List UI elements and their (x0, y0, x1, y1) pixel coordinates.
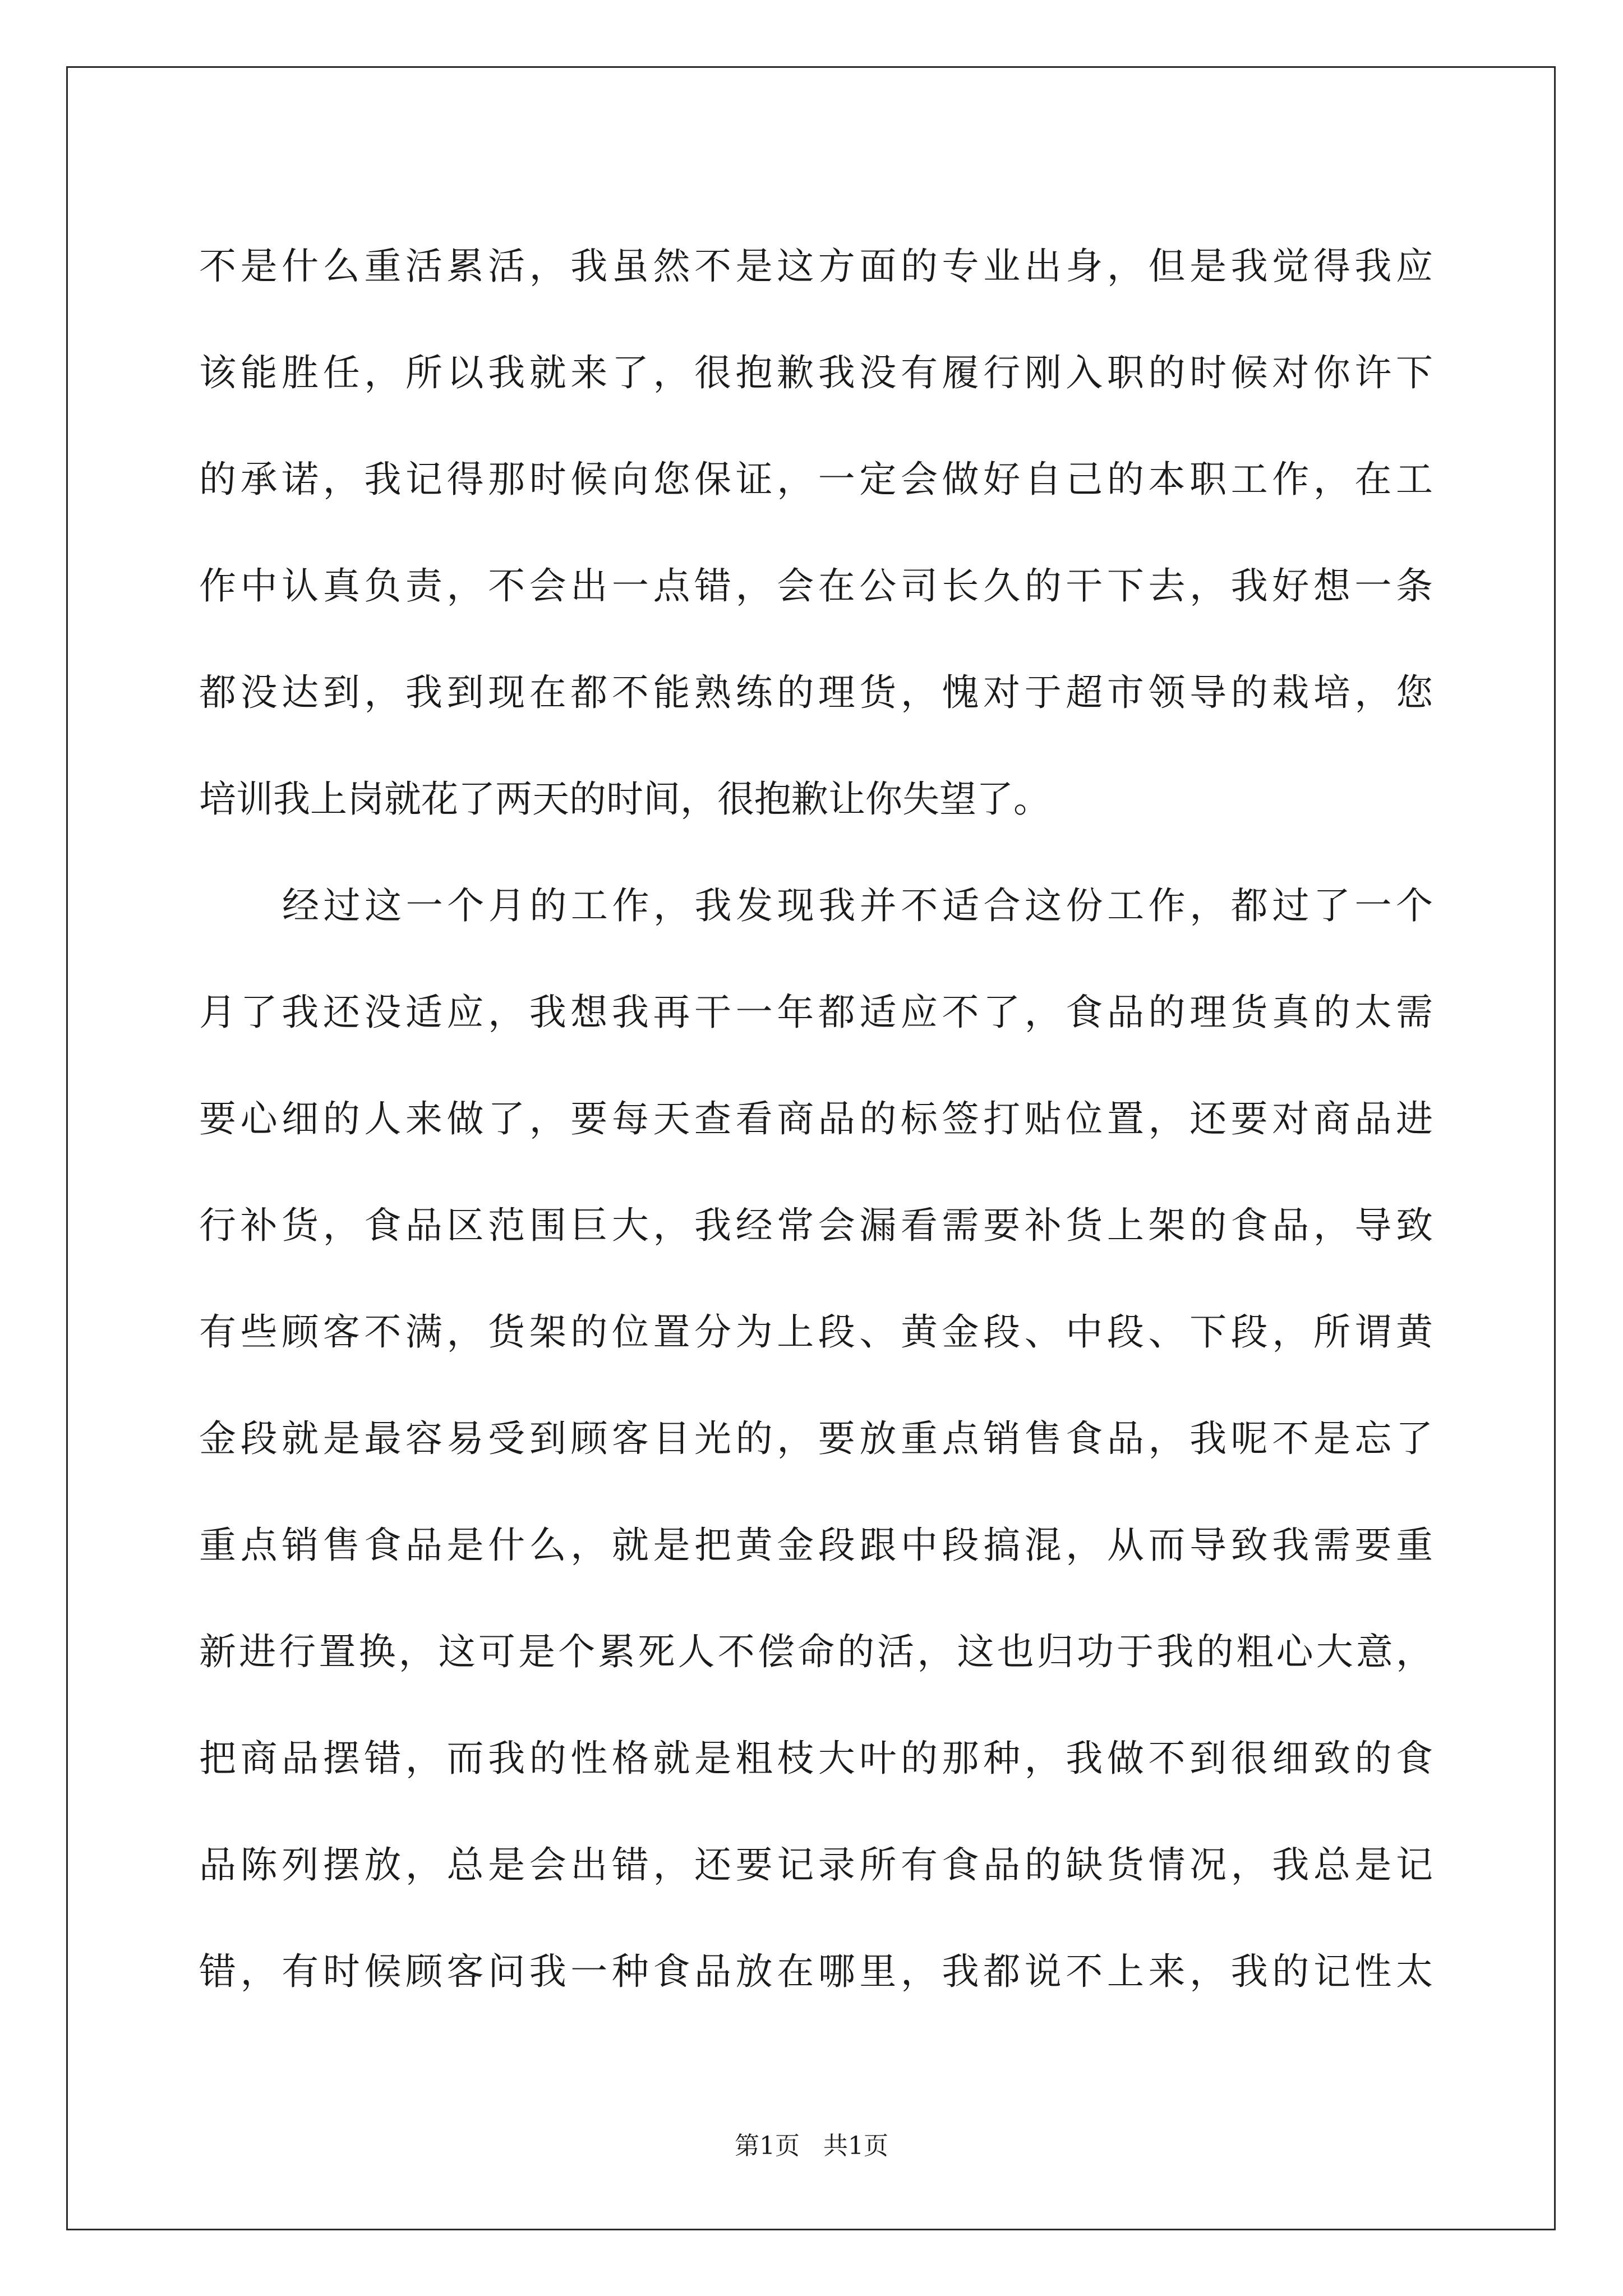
paragraph-start-line: 经过这一个月的工作，我发现我并不适合这份工作，都过了一个 (282, 884, 1433, 927)
page-total: 共1页 (823, 2132, 888, 2160)
text-line: 有些顾客不满，货架的位置分为上段、黄金段、中段、下段，所谓黄 (199, 1310, 1433, 1354)
text-line: 作中认真负责，不会出一点错，会在公司长久的干下去，我好想一条 (199, 564, 1433, 608)
text-line: 把商品摆错，而我的性格就是粗枝大叶的那种，我做不到很细致的食 (199, 1737, 1433, 1780)
text-line: 行补货，食品区范围巨大，我经常会漏看需要补货上架的食品，导致 (199, 1204, 1433, 1247)
page-footer (0, 2129, 1623, 2163)
text-line: 错，有时候顾客问我一种食品放在哪里，我都说不上来，我的记性太 (199, 1950, 1433, 1993)
text-line: 该能胜任，所以我就来了，很抱歉我没有履行刚入职的时候对你许下 (199, 351, 1433, 394)
text-line: 都没达到，我到现在都不能熟练的理货，愧对于超市领导的栽培，您 (199, 671, 1433, 714)
text-line: 不是什么重活累活，我虽然不是这方面的专业出身，但是我觉得我应 (199, 245, 1433, 288)
text-line: 要心细的人来做了，要每天查看商品的标签打贴位置，还要对商品进 (199, 1097, 1433, 1140)
text-line: 品陈列摆放，总是会出错，还要记录所有食品的缺货情况，我总是记 (199, 1843, 1433, 1887)
document-body (199, 213, 1433, 2025)
text-line: 金段就是最容易受到顾客目光的，要放重点销售食品，我呢不是忘了 (199, 1417, 1433, 1460)
text-line: 培训我上岗就花了两天的时间，很抱歉让你失望了。 (199, 777, 1050, 821)
text-line: 新进行置换，这可是个累死人不偿命的活，这也归功于我的粗心大意， (199, 1630, 1433, 1673)
text-line: 月了我还没适应，我想我再干一年都适应不了，食品的理货真的太需 (199, 991, 1433, 1034)
text-line: 的承诺，我记得那时候向您保证，一定会做好自己的本职工作，在工 (199, 458, 1433, 501)
page-number: 第1页 (735, 2132, 800, 2160)
text-line: 重点销售食品是什么，就是把黄金段跟中段搞混，从而导致我需要重 (199, 1524, 1433, 1567)
